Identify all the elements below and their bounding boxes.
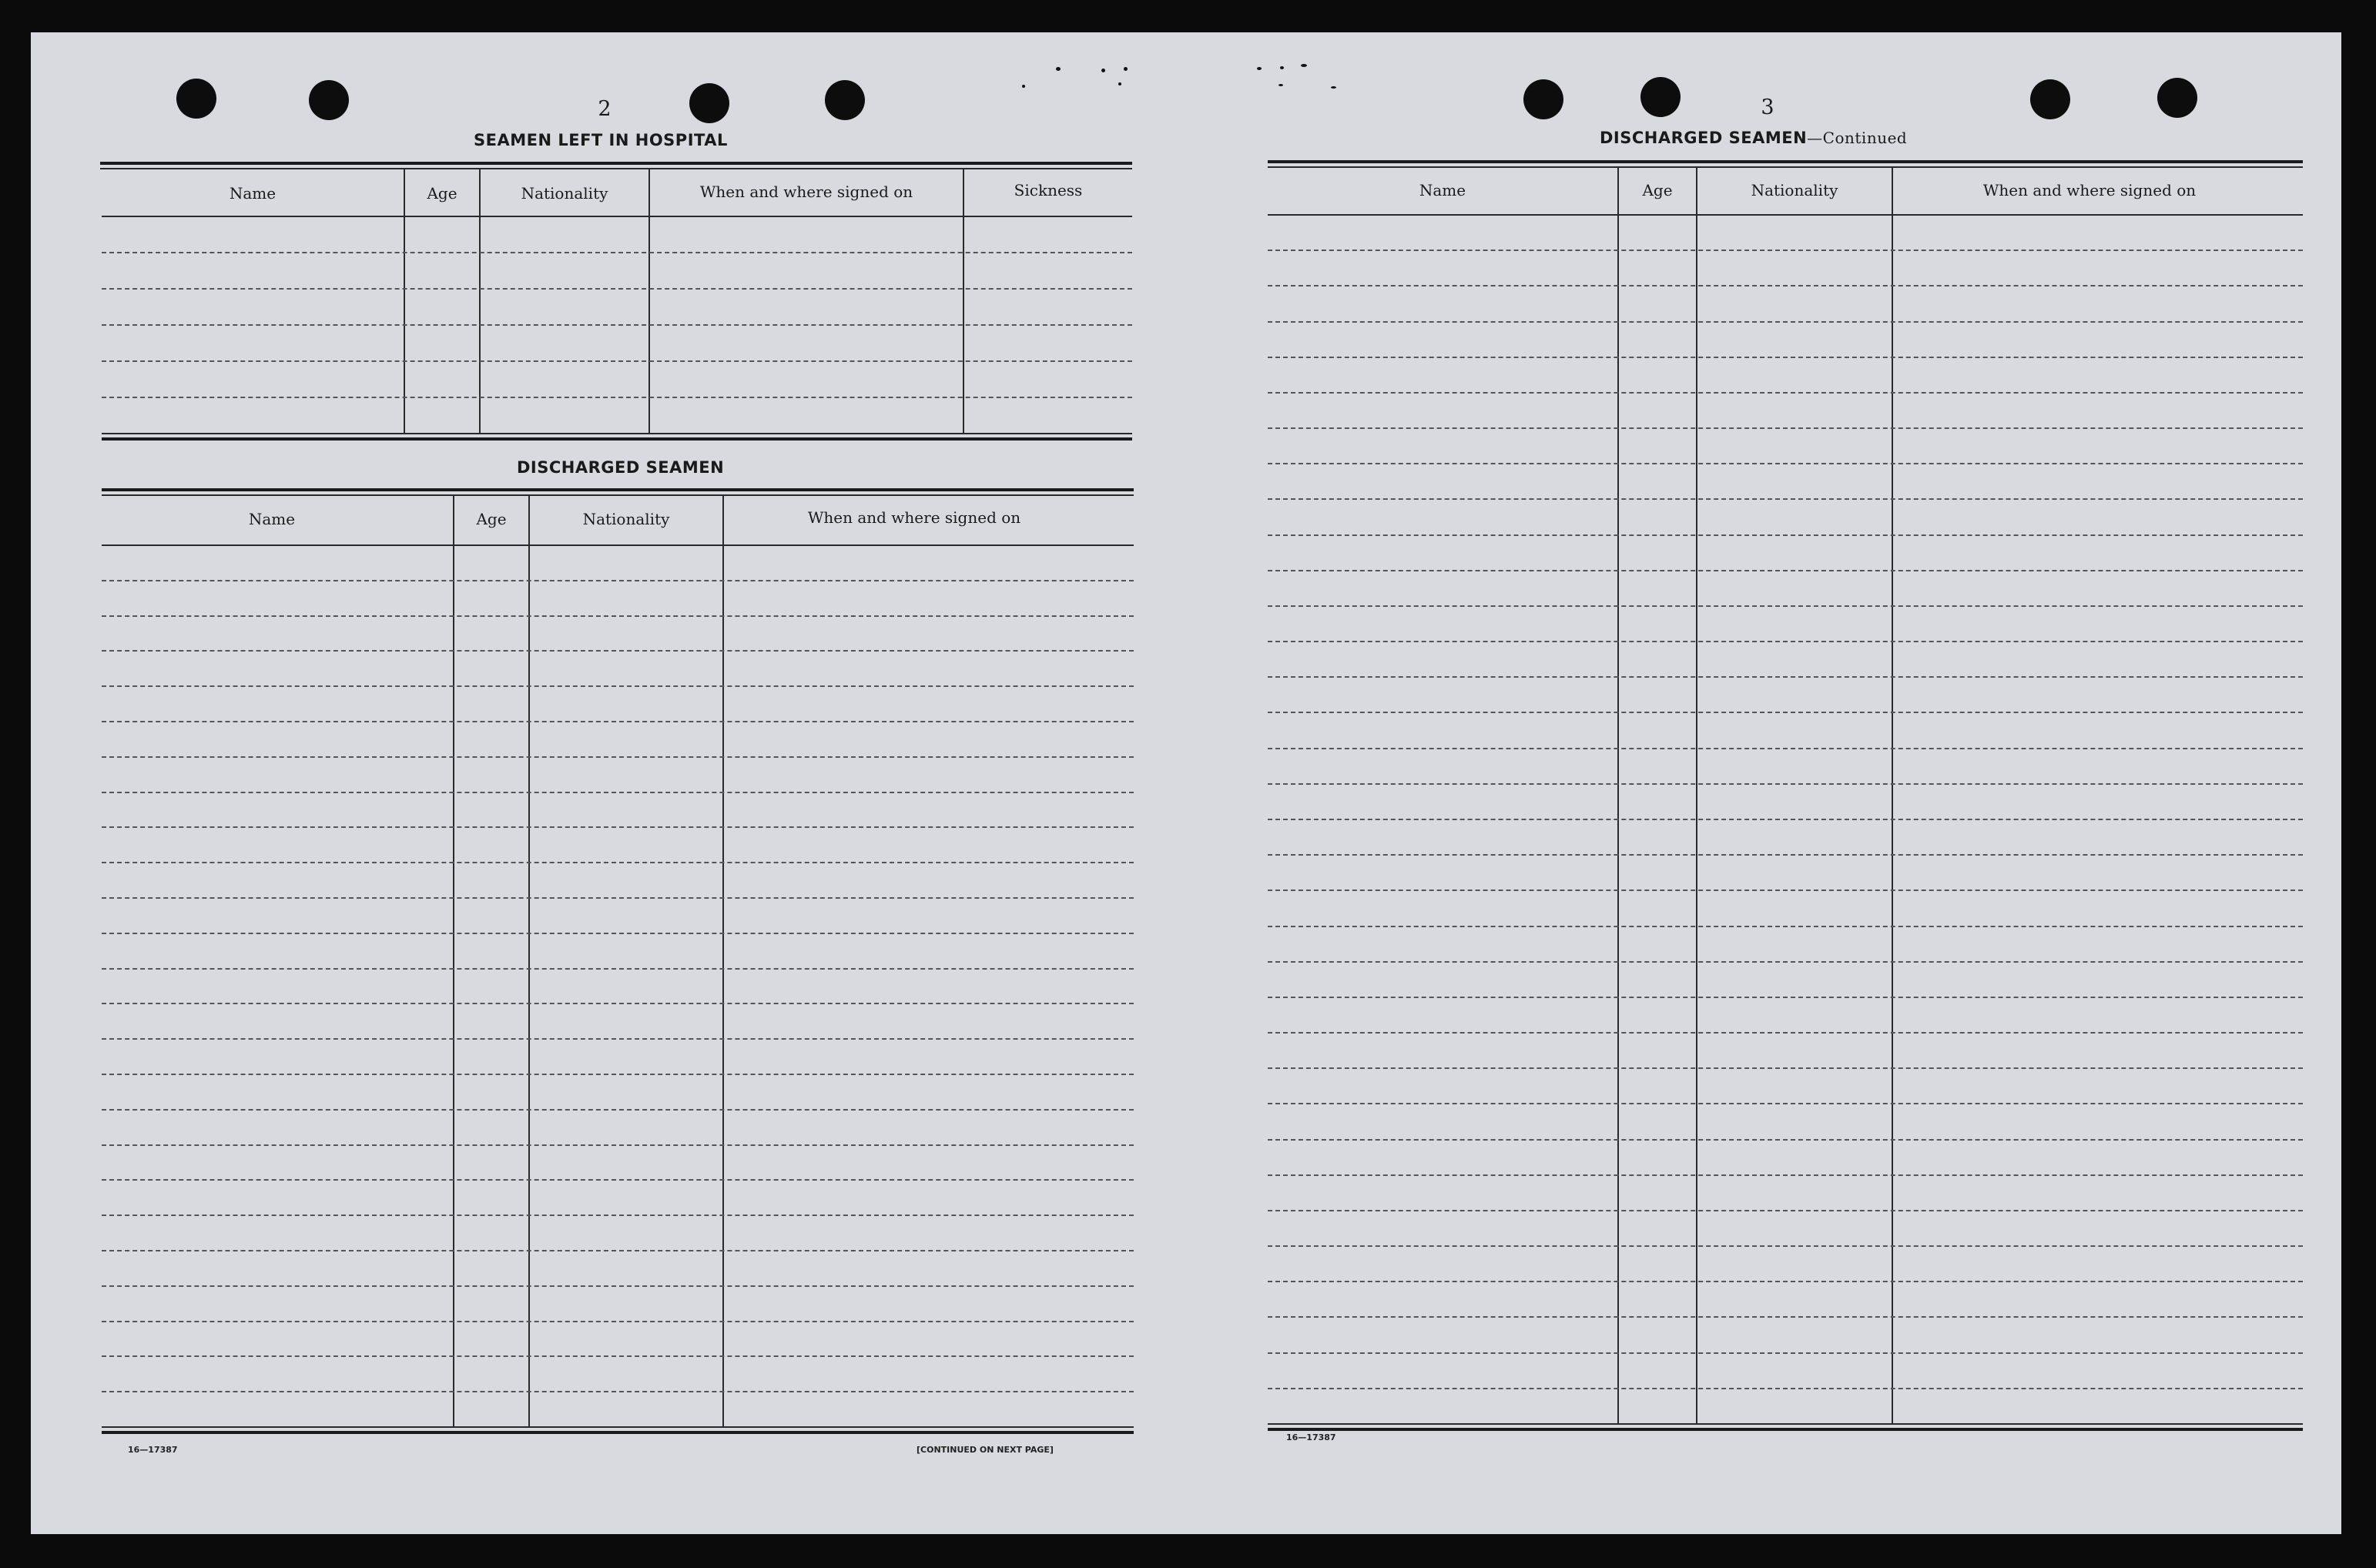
form-row-line <box>1268 1103 2303 1104</box>
punch-hole <box>825 80 865 120</box>
ink-speck <box>1101 69 1105 72</box>
discharged-continued-title <box>1600 129 1907 147</box>
form-row-line <box>1268 1067 2303 1069</box>
column-header-sickness: Sickness <box>1014 181 1083 199</box>
section-rule <box>100 168 1132 169</box>
ink-speck <box>1022 85 1025 88</box>
form-row-line <box>1268 498 2303 500</box>
form-row-line <box>102 252 1132 253</box>
form-row-line <box>1268 1352 2303 1354</box>
hospital-section-title: SEAMEN LEFT IN HOSPITAL <box>474 131 728 149</box>
ink-speck <box>1118 82 1121 85</box>
form-sheet <box>31 32 2341 1534</box>
punch-hole <box>176 79 216 119</box>
column-header-name: Name <box>229 184 276 203</box>
header-rule <box>102 544 1134 546</box>
header-rule <box>1268 214 2303 216</box>
form-row-line <box>1268 357 2303 358</box>
form-row-line <box>102 1144 1134 1146</box>
form-row-line <box>102 685 1134 687</box>
form-row-line <box>1268 961 2303 963</box>
form-row-line <box>1268 783 2303 785</box>
header-rule <box>102 216 1132 217</box>
form-row-line <box>1268 1388 2303 1389</box>
title-suffix: —Continued <box>1807 129 1908 147</box>
end-rule <box>1268 1428 2303 1431</box>
form-row-line <box>1268 1174 2303 1176</box>
form-row-line <box>1268 926 2303 927</box>
form-row-line <box>102 1003 1134 1004</box>
form-row-line <box>102 1074 1134 1075</box>
form-row-line <box>102 1391 1134 1392</box>
form-row-line <box>1268 463 2303 464</box>
form-row-line <box>1268 890 2303 891</box>
ink-speck <box>1301 64 1307 67</box>
ink-speck <box>1056 67 1061 71</box>
form-row-line <box>102 933 1134 934</box>
section-rule <box>1268 166 2303 168</box>
form-row-line <box>102 360 1132 362</box>
column-header-nationality: Nationality <box>582 510 670 528</box>
end-rule <box>102 437 1132 441</box>
column-divider <box>404 169 405 433</box>
punch-hole <box>689 83 729 123</box>
column-header-name: Name <box>248 510 296 528</box>
form-row-line <box>102 1179 1134 1181</box>
ink-speck <box>1257 67 1262 70</box>
column-header-age: Age <box>1642 181 1673 199</box>
form-row-line <box>102 650 1134 652</box>
ink-speck <box>1280 66 1284 69</box>
section-rule <box>100 162 1132 165</box>
form-row-line <box>1268 427 2303 429</box>
page-number: 2 <box>598 97 612 121</box>
section-rule <box>102 494 1134 496</box>
column-header-nationality: Nationality <box>1751 181 1838 199</box>
column-header-when-where: When and where signed on <box>699 183 913 201</box>
form-row-line <box>1268 641 2303 642</box>
continued-note: [CONTINUED ON NEXT PAGE] <box>917 1445 1054 1455</box>
ink-speck <box>1124 67 1128 71</box>
column-header-age: Age <box>427 184 457 203</box>
form-row-line <box>1268 748 2303 749</box>
form-row-line <box>102 826 1134 828</box>
title-main: DISCHARGED SEAMEN <box>1600 129 1808 147</box>
form-row-line <box>102 397 1132 398</box>
form-row-line <box>1268 1139 2303 1141</box>
section-rule <box>1268 160 2303 163</box>
form-row-line <box>102 721 1134 722</box>
end-rule <box>1268 1423 2303 1425</box>
form-row-line <box>1268 1245 2303 1247</box>
punch-hole <box>1523 79 1563 119</box>
column-divider <box>479 169 481 433</box>
punch-hole <box>2030 79 2070 119</box>
form-row-line <box>102 968 1134 970</box>
form-row-line <box>102 1321 1134 1322</box>
form-row-line <box>1268 570 2303 571</box>
form-row-line <box>1268 534 2303 536</box>
form-number: 16—17387 <box>1286 1432 1336 1442</box>
column-header-name: Name <box>1419 181 1466 199</box>
form-row-line <box>1268 321 2303 323</box>
form-row-line <box>1268 819 2303 820</box>
form-row-line <box>1268 392 2303 394</box>
form-row-line <box>1268 1032 2303 1034</box>
form-row-line <box>1268 712 2303 713</box>
column-header-nationality: Nationality <box>521 184 608 203</box>
ink-speck <box>1331 86 1336 89</box>
form-row-line <box>102 1038 1134 1040</box>
form-row-line <box>102 897 1134 899</box>
form-row-line <box>1268 1316 2303 1318</box>
page-number: 3 <box>1761 95 1774 119</box>
form-row-line <box>1268 285 2303 286</box>
form-row-line <box>102 580 1134 581</box>
form-row-line <box>102 324 1132 326</box>
discharged-section-title: DISCHARGED SEAMEN <box>517 458 725 477</box>
form-row-line <box>1268 1210 2303 1211</box>
punch-hole <box>309 80 349 120</box>
form-row-line <box>1268 605 2303 607</box>
section-rule <box>102 488 1134 491</box>
column-header-age: Age <box>476 510 507 528</box>
form-row-line <box>102 792 1134 793</box>
end-rule <box>102 1426 1134 1428</box>
form-row-line <box>102 756 1134 758</box>
punch-hole <box>2157 78 2197 118</box>
end-rule <box>102 1431 1134 1434</box>
form-row-line <box>1268 250 2303 251</box>
form-row-line <box>1268 676 2303 678</box>
form-row-line <box>1268 854 2303 856</box>
form-row-line <box>102 288 1132 290</box>
form-row-line <box>102 1355 1134 1357</box>
form-row-line <box>102 1285 1134 1287</box>
column-divider <box>963 169 964 433</box>
ink-speck <box>1278 84 1283 86</box>
form-row-line <box>1268 997 2303 998</box>
form-row-line <box>102 1215 1134 1216</box>
form-number: 16—17387 <box>128 1445 178 1455</box>
punch-hole <box>1640 77 1681 117</box>
end-rule <box>102 433 1132 434</box>
column-divider <box>648 169 650 433</box>
column-header-when-where: When and where signed on <box>807 508 1021 527</box>
form-row-line <box>102 862 1134 863</box>
column-header-when-where: When and where signed on <box>1982 181 2197 199</box>
form-row-line <box>102 1109 1134 1111</box>
form-row-line <box>1268 1281 2303 1282</box>
form-row-line <box>102 615 1134 617</box>
form-row-line <box>102 1250 1134 1251</box>
